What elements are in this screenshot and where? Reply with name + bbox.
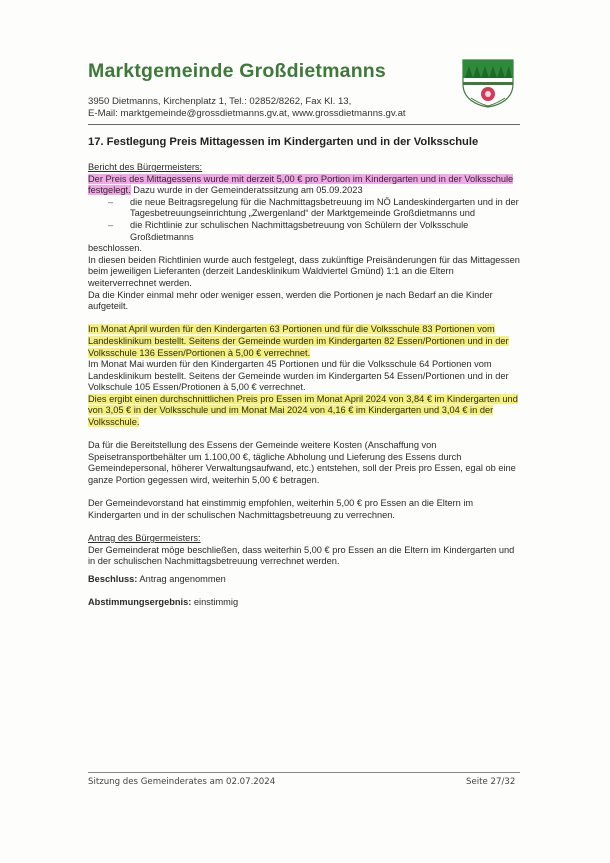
paragraph-costs: Da für die Bereitstellung des Essens der Gemeinde weitere Kosten (Anschaffung von Speisetransportbehälter um 1.100,00 €, tägliche Abholung und Lieferung des Essens durch Gemeindepersonal, höherer Verwaltungsaufwand, etc.) entstehen, soll der Preis pro Essen, egal ob eine ganze Portion gegessen wird, weiterhin 5,00 € betragen. — [88, 440, 516, 486]
paragraph-portions: Da die Kinder einmal mehr oder weniger essen, werden die Portionen je nach Bedarf an die Kinder aufgeteilt. — [88, 289, 493, 312]
paragraph-average — [88, 394, 524, 429]
section-body — [88, 162, 524, 609]
address-line: 3950 Dietmanns, Kirchenplatz 1, Tel.: 02852/8262, Fax Kl. 13, — [88, 96, 352, 107]
paragraph-price-intro-rest: Dazu wurde in der Gemeinderatssitzung am 05.09.2023 — [130, 185, 363, 196]
report-heading: Bericht des Bürgermeisters: — [88, 162, 203, 172]
highlight-yellow: Im Monat April wurden für den Kindergarten 63 Portionen und für die Volksschule 83 Portionen vom Landesklinikum bestellt. Seitens der Gemeinde wurden im Kindergarten 82 Essen/Portionen und in der Volksschule 136 Essen/Portionen à 5,00 € verrechnet. — [88, 324, 509, 358]
paragraph-recommendation: Der Gemeindevorstand hat einstimmig empfohlen, weiterhin 5,00 € pro Essen an die Eltern im Kindergarten und in der schulischen Nachmittagsbetreuung zu verrechnen. — [88, 498, 474, 520]
regulation-list — [88, 197, 524, 243]
paragraph-may: Im Monat Mai wurden für den Kindergarten 45 Portionen und für die Volksschule 64 Portionen vom Landesklinikum bestellt. Seitens der Gemeinde wurden im Kindergarten 54 Essen/Portionen und in der Volkschule 105 Essen/Protionen à 5,00 € verrechnet. — [88, 359, 509, 393]
motion-heading: Antrag des Bürgermeisters: — [88, 533, 201, 543]
contact-line: E-Mail: marktgemeinde@grossdietmanns.gv.at, www.grossdietmanns.gv.at — [88, 108, 406, 119]
paragraph-price-intro — [88, 174, 524, 197]
footer-divider — [88, 772, 520, 773]
municipality-title: Marktgemeinde Großdietmanns — [88, 60, 386, 82]
footer-session: Sitzung des Gemeinderates am 02.07.2024 — [88, 777, 276, 787]
resolution-label: Beschluss: — [88, 573, 138, 584]
motion-text: Der Gemeinderat möge beschließen, dass weiterhin 5,00 € pro Essen an die Eltern im Kindergarten und in der schulischen Nachmittagsbetreuung verrechnet werden. — [88, 544, 515, 567]
paragraph-price-changes: In diesen beiden Richtlinien wurde auch festgelegt, dass zukünftige Preisänderungen für das Mittagessen beim jeweiligen Lieferanten (derzeit Landesklinikum Waldviertel Gmünd) 1:1 an die Eltern weiterverrechnet werden. — [88, 254, 520, 288]
vote-line — [88, 597, 524, 609]
resolution-line — [88, 574, 524, 586]
footer-page-number: Seite 27/32 — [466, 777, 516, 787]
header-divider — [88, 124, 520, 125]
paragraph-april — [88, 324, 524, 359]
list-item: – die Richtlinie zur schulischen Nachmittagsbetreuung von Schülern der Volksschule Großdietmanns — [88, 220, 524, 243]
section-title: 17. Festlegung Preis Mittagessen im Kindergarten und in der Volksschule — [88, 136, 479, 148]
paragraph-resolved: beschlossen. — [88, 243, 142, 254]
vote-value: einstimmig — [191, 596, 239, 607]
highlight-pink: Der Preis des Mittagessens wurde mit derzeit 5,00 € pro Portion im Kindergarten und in der Volksschule festgelegt. — [88, 173, 514, 196]
list-item: – die neue Beitragsregelung für die Nachmittagsbetreuung im NÖ Landeskindergarten und in der Tagesbetreuungseinrichtung „Zwergenland“ der Marktgemeinde Großdietmanns und — [88, 197, 524, 220]
highlight-yellow: Dies ergibt einen durchschnittlichen Preis pro Essen im Monat April 2024 von 3,84 € im Kindergarten und von 3,05 € in der Volksschule und im Monat Mai 2024 von 4,16 € im Kindergarten und 3,04 € in der Volksschule. — [88, 393, 518, 428]
coat-of-arms-icon — [461, 58, 515, 108]
resolution-value: Antrag angenommen — [137, 573, 226, 584]
vote-label: Abstimmungsergebnis: — [88, 596, 192, 607]
